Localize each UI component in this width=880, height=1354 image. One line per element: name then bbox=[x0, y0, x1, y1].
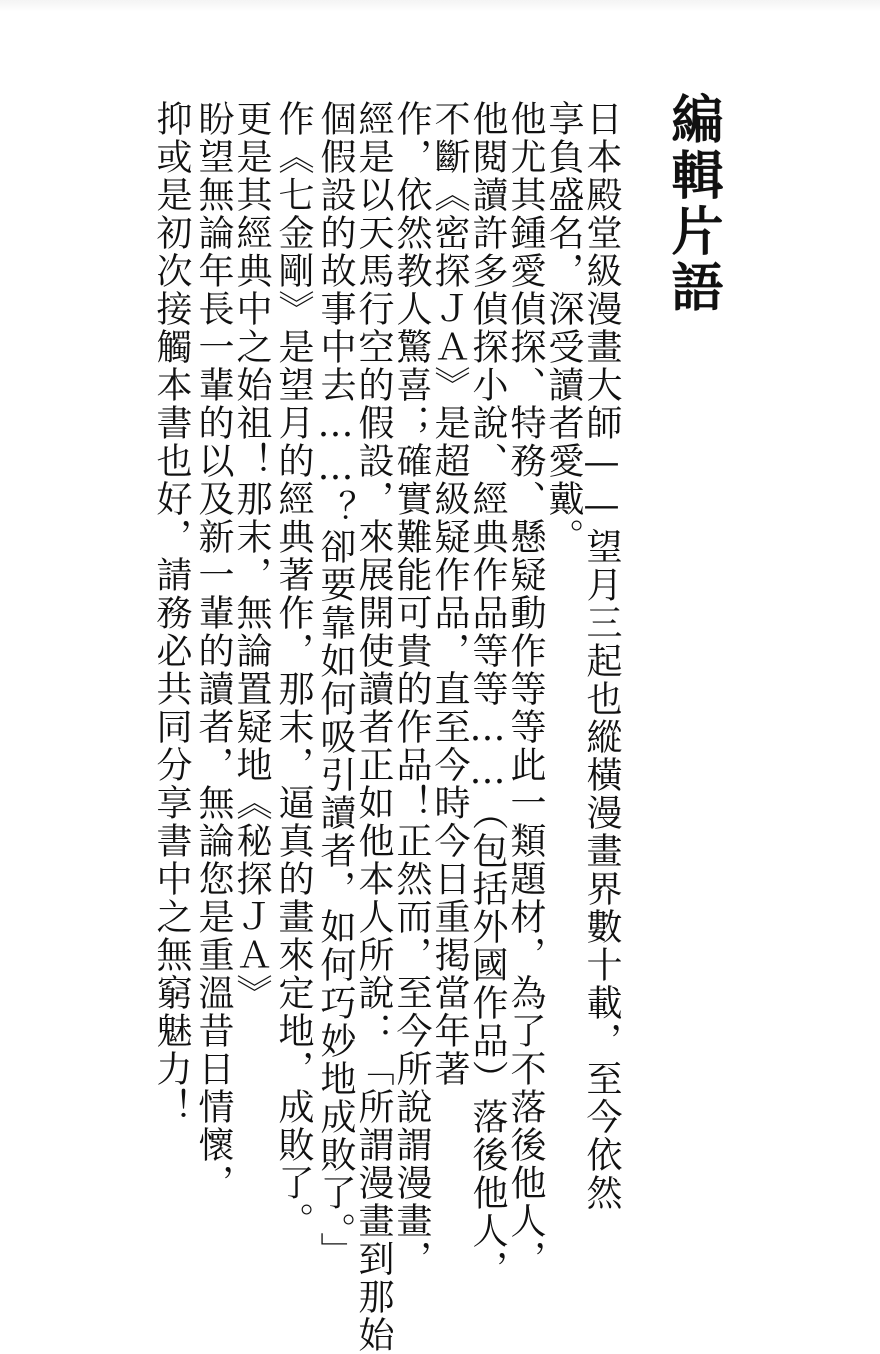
text-column-7: 經是以天馬行空的假設，來展開使讀者正如他本人所說：「所謂漫畫到那始 bbox=[353, 100, 394, 1354]
text-column-5: 不斷《密探ＪＡ》是超級疑作品，直至今時今日重掲當年著 bbox=[429, 100, 470, 1088]
text-column-9: 作《七金剛》是望月的經典著作，那末，逼真的畫來定地，成敗了。 bbox=[273, 100, 314, 1240]
text-column-10: 更是其經典中之始祖！那末，無論置疑地《秘探ＪＡ》 bbox=[231, 100, 272, 1012]
text-column-12: 抑或是初次接觸本書也好，請務必共同分享書中之無窮魅力！ bbox=[151, 100, 192, 1126]
text-column-1: 日本殿堂級漫畫大師——望月三起也縱橫漫畫界數十載，至今依然 bbox=[581, 100, 622, 1212]
text-column-11: 盼望無論年長一輩的以及新一輩的讀者，無論您是重溫昔日情懷， bbox=[193, 100, 234, 1202]
text-column-6: 作，依然教人驚喜；確實難能可貴的作品！正然而，至今所說謂漫畫， bbox=[391, 100, 432, 1278]
page-top-shadow bbox=[0, 0, 880, 12]
page-title: 編輯片語 bbox=[662, 92, 723, 316]
text-column-2: 享負盛名，深受讀者愛戴。 bbox=[543, 100, 584, 556]
text-column-3: 他尤其鍾愛偵探、特務、懸疑動作等等此一類題材，為了不落後他人， bbox=[505, 100, 546, 1278]
text-column-8: 個假設的故事中去……？卻要靠如何吸引讀者，如何巧妙地成敗了。」 bbox=[315, 100, 356, 1270]
text-column-4: 他閱讀許多偵探小說、經典作品等等……（包括外國作品）落後他人， bbox=[467, 100, 508, 1288]
